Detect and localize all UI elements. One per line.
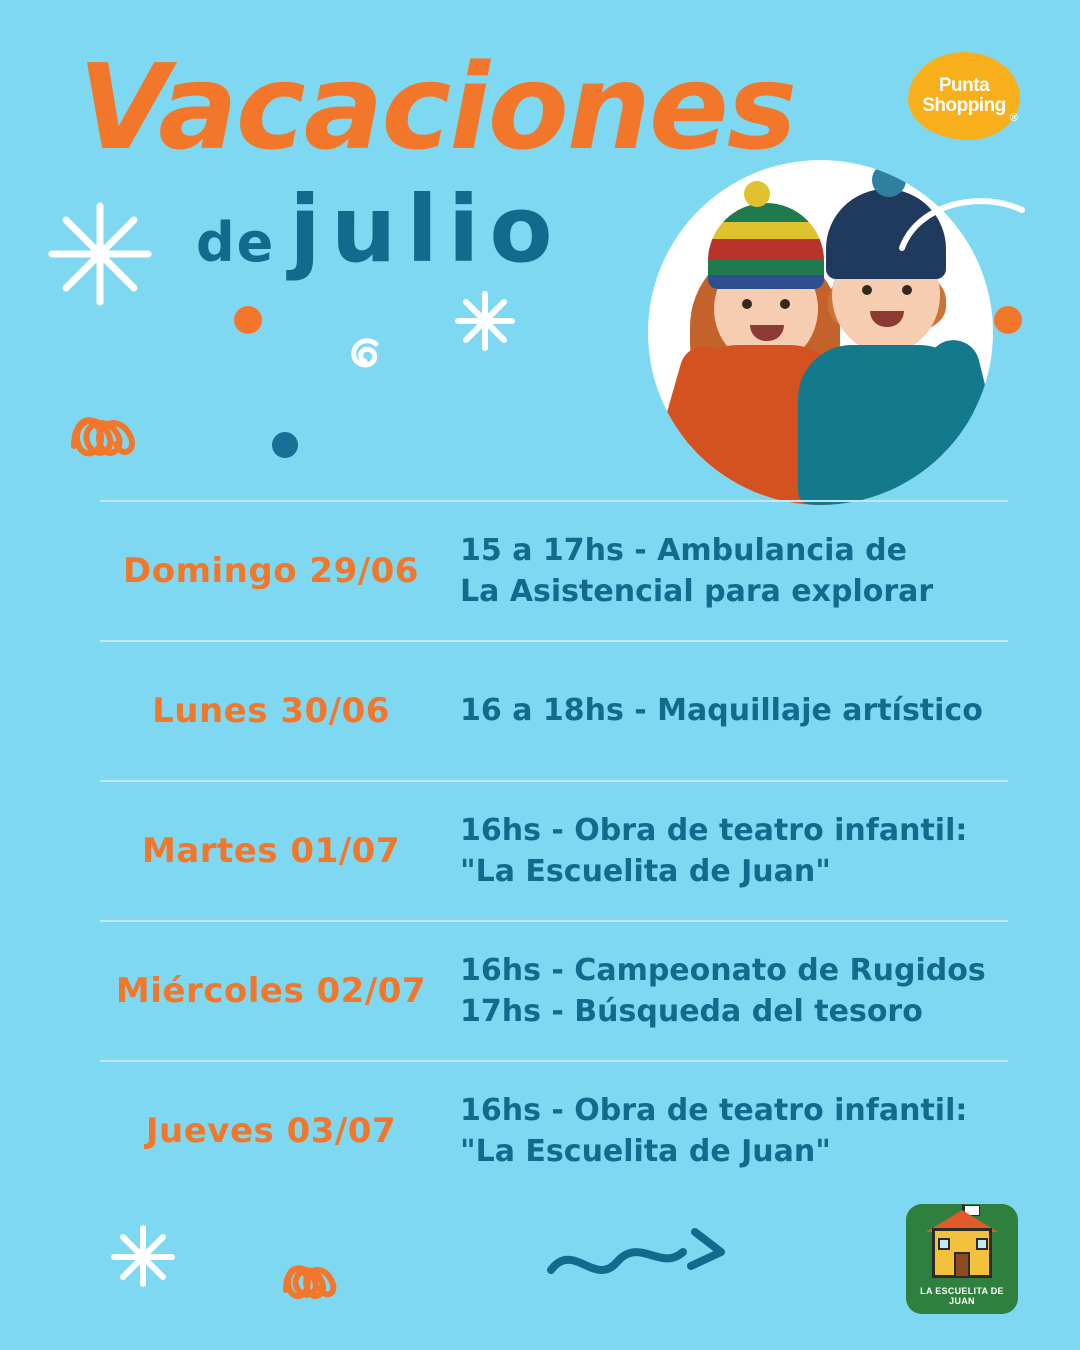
table-row <box>100 500 1008 640</box>
row-description <box>460 950 1008 1033</box>
table-row <box>100 1060 1008 1200</box>
row-description-line: 16hs - Obra de teatro infantil: <box>460 1092 968 1128</box>
page-subtitle <box>196 176 563 283</box>
punta-shopping-logo <box>908 52 1020 140</box>
table-row <box>100 920 1008 1060</box>
escuelita-de-juan-logo <box>906 1204 1018 1314</box>
coil-doodle-icon <box>66 382 246 462</box>
logo-line-1: Punta <box>938 75 990 97</box>
row-day-label: Jueves 03/07 <box>145 1111 397 1151</box>
row-description <box>460 690 1008 731</box>
escuelita-door-icon <box>954 1252 970 1278</box>
table-row <box>100 780 1008 920</box>
sparkle-small-icon <box>452 288 518 354</box>
row-day-label: Lunes 30/06 <box>152 691 390 731</box>
row-description-line: "La Escuelita de Juan" <box>460 854 831 889</box>
boy-eye-right <box>902 285 912 295</box>
row-description <box>460 810 1008 893</box>
page-title: Vacaciones <box>78 38 796 176</box>
coil-footer-icon <box>278 1242 408 1302</box>
dot-orange-right <box>994 306 1022 334</box>
row-description-line: La Asistencial para explorar <box>460 574 934 609</box>
dot-blue-left <box>272 432 298 458</box>
logo-line-2: Shopping <box>922 95 1006 116</box>
subtitle-julio: julio <box>289 176 563 283</box>
sparkle-icon <box>42 196 158 312</box>
row-description-line: "La Escuelita de Juan" <box>460 1134 831 1169</box>
row-day-label: Martes 01/07 <box>142 831 400 871</box>
row-description <box>460 530 1008 613</box>
schedule-table <box>100 500 1008 1200</box>
wavy-arrow-icon <box>545 1226 735 1290</box>
escuelita-window-right <box>976 1238 988 1250</box>
escuelita-logo-label: LA ESCUELITA DE JUAN <box>920 1286 1004 1306</box>
row-description-line: 17hs - Búsqueda del tesoro <box>460 994 923 1029</box>
row-description-line: 16 a 18hs - Maquillaje artístico <box>460 693 983 729</box>
girl-mouth <box>750 325 784 341</box>
row-description-line: 15 a 17hs - Ambulancia de <box>460 532 907 568</box>
logo-text <box>908 52 1020 140</box>
girl-eye-right <box>780 299 790 309</box>
row-day-label: Miércoles 02/07 <box>115 971 427 1011</box>
row-description-line: 16hs - Campeonato de Rugidos <box>460 952 986 988</box>
sparkle-footer-icon <box>108 1222 178 1292</box>
boy-mouth <box>870 311 904 327</box>
girl-pompom <box>744 181 770 207</box>
swoosh-icon <box>894 186 1034 266</box>
table-row <box>100 640 1008 780</box>
girl-eye-left <box>742 299 752 309</box>
row-description-line: 16hs - Obra de teatro infantil: <box>460 812 968 848</box>
poster-header <box>0 0 1080 500</box>
escuelita-window-left <box>938 1238 950 1250</box>
spiral-icon <box>336 322 406 392</box>
row-description <box>460 1090 1008 1173</box>
logo-registered-mark: ® <box>1009 112 1018 124</box>
row-day-label: Domingo 29/06 <box>123 551 419 591</box>
dot-orange-left <box>234 306 262 334</box>
boy-eye-left <box>862 285 872 295</box>
subtitle-de: de <box>196 211 276 274</box>
